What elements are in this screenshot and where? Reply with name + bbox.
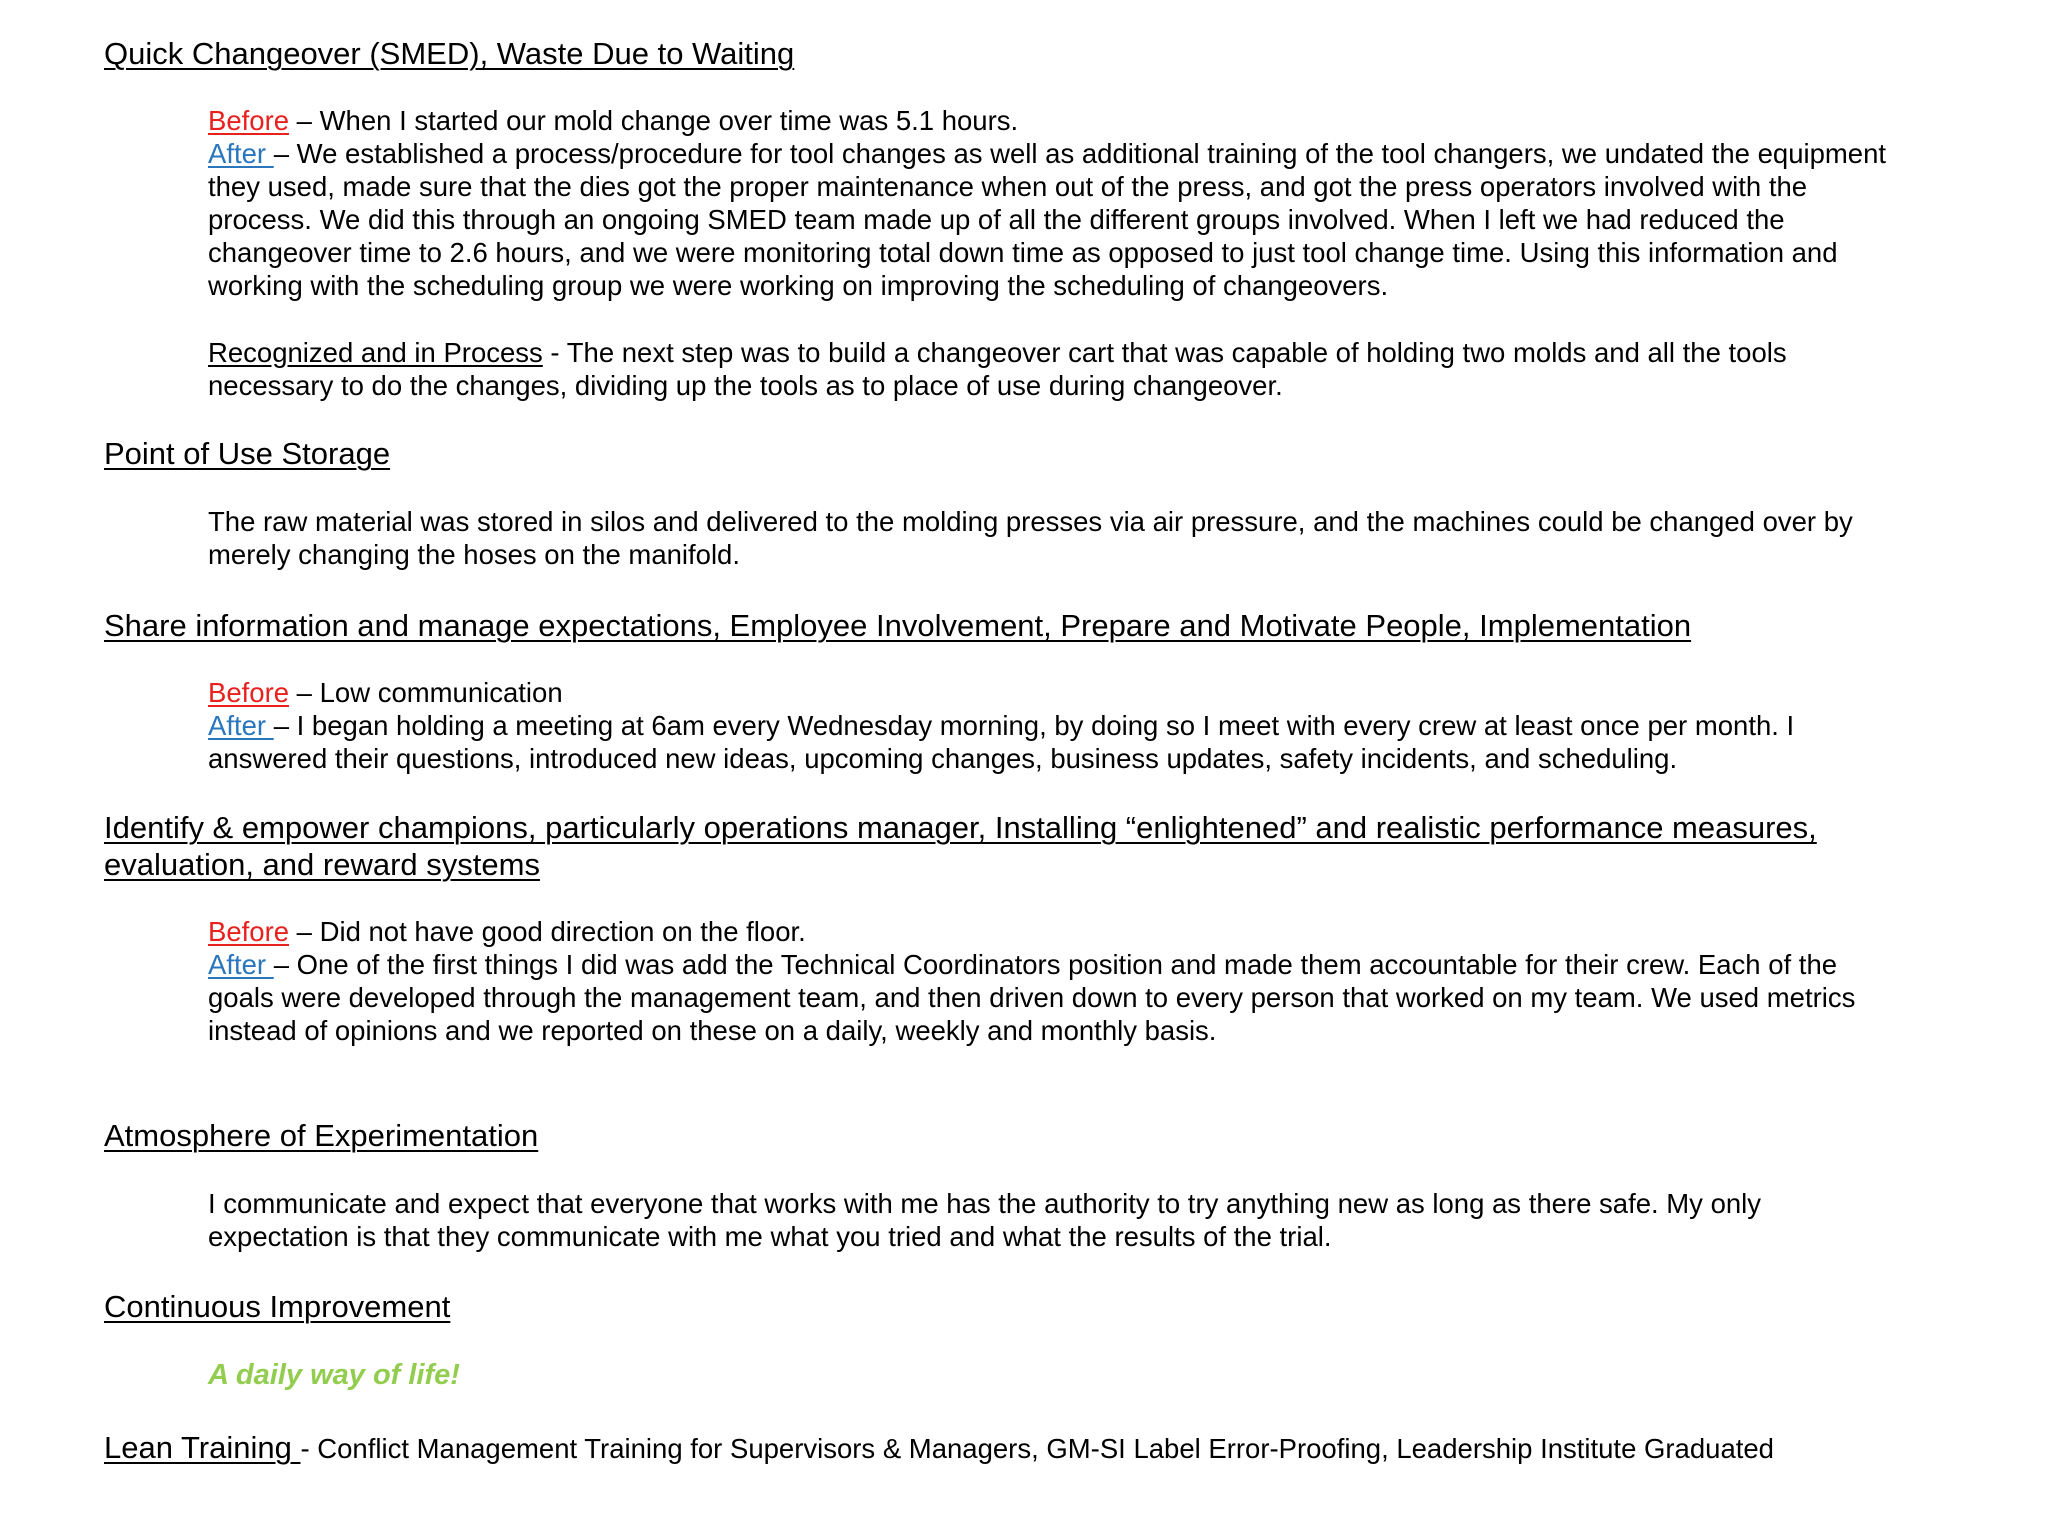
heading-champions-line: Identify & empower champions, particularly operations manager, Installing “enlightened” and realistic performance measures,: [104, 810, 1817, 845]
champions-before-line: [208, 915, 1988, 948]
smed-after-line: working with the scheduling group we were working on improving the scheduling of changeovers.: [208, 270, 1389, 301]
smed-body: [208, 104, 1988, 302]
experimentation-body: [208, 1187, 1988, 1253]
smed-after-line: they used, made sure that the dies got the proper maintenance when out of the press, and got the press operators involved with the: [208, 171, 1808, 202]
before-label: Before: [208, 677, 290, 708]
before-label: Before: [208, 916, 290, 947]
champions-after-line: [208, 948, 1988, 981]
recognized-line: [208, 336, 1988, 369]
share-after-line: [208, 709, 1988, 742]
improvement-motto: A daily way of life!: [208, 1359, 460, 1391]
smed-recognized: [208, 336, 1988, 402]
training-text: - Conflict Management Training for Supervisors & Managers, GM-SI Label Error-Proofing, Leadership Institute Graduated: [300, 1433, 1774, 1464]
after-label: After: [208, 949, 274, 980]
champions-before-text: – Did not have good direction on the floor.: [289, 916, 806, 947]
share-after-text: – I began holding a meeting at 6am every Wednesday morning, by doing so I meet with every crew at least once per month. I: [273, 710, 1795, 741]
heading-improvement: Continuous Improvement: [104, 1289, 451, 1324]
smed-before-line: [208, 104, 1988, 137]
champions-after-text: – One of the first things I did was add the Technical Coordinators position and made them accountable for their crew. Each of the: [273, 949, 1838, 980]
storage-line: merely changing the hoses on the manifold.: [208, 539, 740, 570]
share-before-text: – Low communication: [289, 677, 563, 708]
after-label: After: [208, 138, 274, 169]
recognized-line: necessary to do the changes, dividing up the tools as to place of use during changeover.: [208, 370, 1283, 401]
storage-body: [208, 505, 1988, 571]
experimentation-line: I communicate and expect that everyone that works with me has the authority to try anything new as long as there safe. My only: [208, 1188, 1762, 1219]
smed-before-text: – When I started our mold change over time was 5.1 hours.: [289, 105, 1019, 136]
champions-after-line: goals were developed through the management team, and then driven down to every person that worked on my team. We used metrics: [208, 982, 1856, 1013]
heading-champions: [104, 809, 1817, 883]
smed-after-text: – We established a process/procedure for tool changes as well as additional training of the tool changers, we undated the equipment: [273, 138, 1887, 169]
heading-experimentation: Atmosphere of Experimentation: [104, 1118, 539, 1153]
share-body: [208, 676, 1988, 775]
heading-champions-line: evaluation, and reward systems: [104, 847, 540, 882]
recognized-text: - The next step was to build a changeover cart that was capable of holding two molds and all the tools: [542, 337, 1787, 368]
training-line: [104, 1429, 1774, 1472]
recognized-label: Recognized and in Process: [208, 337, 543, 368]
share-before-line: [208, 676, 1988, 709]
heading-training: Lean Training: [104, 1430, 301, 1465]
storage-line: The raw material was stored in silos and delivered to the molding presses via air pressure, and the machines could be changed over by: [208, 506, 1853, 537]
champions-after-line: instead of opinions and we reported on these on a daily, weekly and monthly basis.: [208, 1015, 1217, 1046]
champions-body: [208, 915, 1988, 1047]
smed-after-line: [208, 137, 1988, 170]
smed-after-line: changeover time to 2.6 hours, and we were monitoring total down time as opposed to just tool change time. Using this information and: [208, 237, 1838, 268]
heading-smed: Quick Changeover (SMED), Waste Due to Waiting: [104, 36, 795, 71]
smed-after-line: process. We did this through an ongoing SMED team made up of all the different groups involved. When I left we had reduced the: [208, 204, 1785, 235]
before-label: Before: [208, 105, 290, 136]
heading-storage: Point of Use Storage: [104, 436, 391, 471]
experimentation-line: expectation is that they communicate with me what you tried and what the results of the trial.: [208, 1221, 1332, 1252]
heading-share: Share information and manage expectations, Employee Involvement, Prepare and Motivate People, Implementation: [104, 608, 1692, 643]
share-after-line: answered their questions, introduced new ideas, upcoming changes, business updates, safety incidents, and scheduling.: [208, 743, 1678, 774]
after-label: After: [208, 710, 274, 741]
